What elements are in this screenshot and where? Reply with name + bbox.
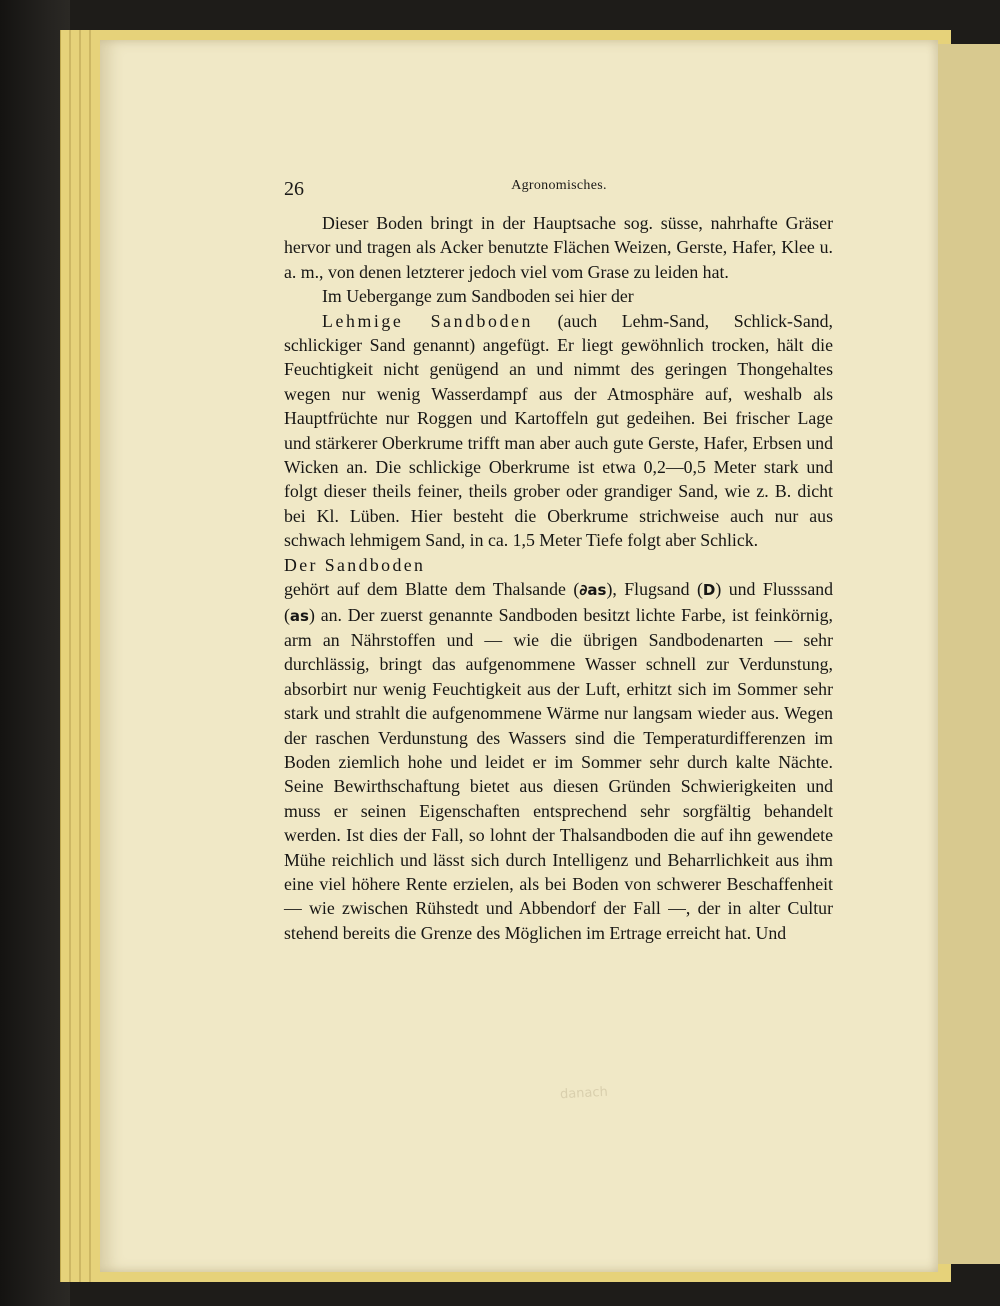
page-edge-line (69, 30, 71, 1282)
paragraph-text: (auch Lehm-Sand, Schlick-Sand, schlickiger Sand genannt) angefügt. Er liegt gewöhnlich trocken, hält die Feuchtigkeit nicht genügend an und nimmt des geringen Thongehaltes wegen nur wenig Wasserdampf aus der Atmosphäre auf, weshalb als Hauptfrüchte nur Roggen und Kartoffeln gut gedeihen. Bei frischer Lage und stärkerer Oberkrume trifft man aber auch gute Gerste, Hafer, Erbsen und Wicken an. Die schlickige Oberkrume ist etwa 0,2—0,5 Meter stark und folgt dieser theils feiner, theils grober oder grandiger Sand, wie z. B. dicht bei Kl. Lüben. Hier besteht die Oberkrume strichweise auch nur aus schwach lehmigem Sand, in ca. 1,5 Meter Tiefe folgt aber Schlick. (284, 310, 833, 551)
page-number: 26 (284, 178, 304, 200)
facing-page-edge (938, 44, 1000, 1264)
running-head: Agronomisches. (511, 178, 607, 193)
paragraph: Im Uebergange zum Sandboden sei hier der (322, 286, 634, 307)
paragraph-text: gehört auf dem Blatte dem Thalsande ( (284, 579, 580, 600)
paragraph (284, 309, 833, 553)
paragraph: Dieser Boden bringt in der Hauptsache sog. süsse, nahrhafte Gräser hervor und tragen als Acker benutzte Flächen Weizen, Gerste, Hafer, Klee u. a. m., von denen letzterer jedoch viel vom Grase zu leiden hat. (284, 213, 833, 282)
page-edge-line (79, 30, 81, 1282)
paragraph-text: ) an. Der zuerst genannte Sandboden besitzt lichte Farbe, ist feinkörnig, arm an Nährstoffen und — wie die übrigen Sandbodenarten — sehr durchlässig, bringt das aufgenommene Wasser schnell zur Verdunstung, absorbirt nur wenig Feuchtigkeit aus der Luft, erhitzt sich im Sommer sehr stark und strahlt die aufgenommene Wärme nur langsam wieder aus. Wegen der raschen Verdunstung des Wassers sind die Temperaturdifferenzen im Boden ziemlich hohe und leidet er im Sommer sehr durch kalte Nächte. Seine Bewirthschaftung bietet aus diesen Gründen Schwierigkeiten und muss er seinen Eigenschaften entsprechend sehr sorgfältig behandelt werden. Ist dies der Fall, so lohnt der Thalsandboden die auf ihn gewendete Mühe reichlich und lässt sich durch Intelligenz und Beharrlichkeit aus ihm eine viel höhere Rente erzielen, als bei Boden von schwerer Beschaffenheit — wie zwischen Rühstedt und Abbendorf der Fall —, der in alter Cultur stehend bereits die Grenze des Möglichen im Ertrage erreicht hat. Und (284, 604, 833, 943)
term-lehmige-sandboden: Lehmige Sandboden (322, 310, 534, 331)
map-symbol-thalsand: ∂as (579, 581, 607, 600)
section-heading: Der Sandboden (284, 554, 426, 575)
map-symbol-flugsand: D (702, 581, 716, 600)
page-body (284, 211, 833, 945)
page-edge-line (89, 30, 91, 1282)
paragraph-text: ), Flugsand ( (606, 579, 703, 600)
paragraph (284, 577, 833, 945)
page-header (284, 178, 834, 202)
paragraph-text: ) und Flusssand ( (284, 579, 834, 625)
pencil-note: danach (559, 1084, 609, 1103)
map-symbol-flusssand: as (289, 606, 309, 625)
